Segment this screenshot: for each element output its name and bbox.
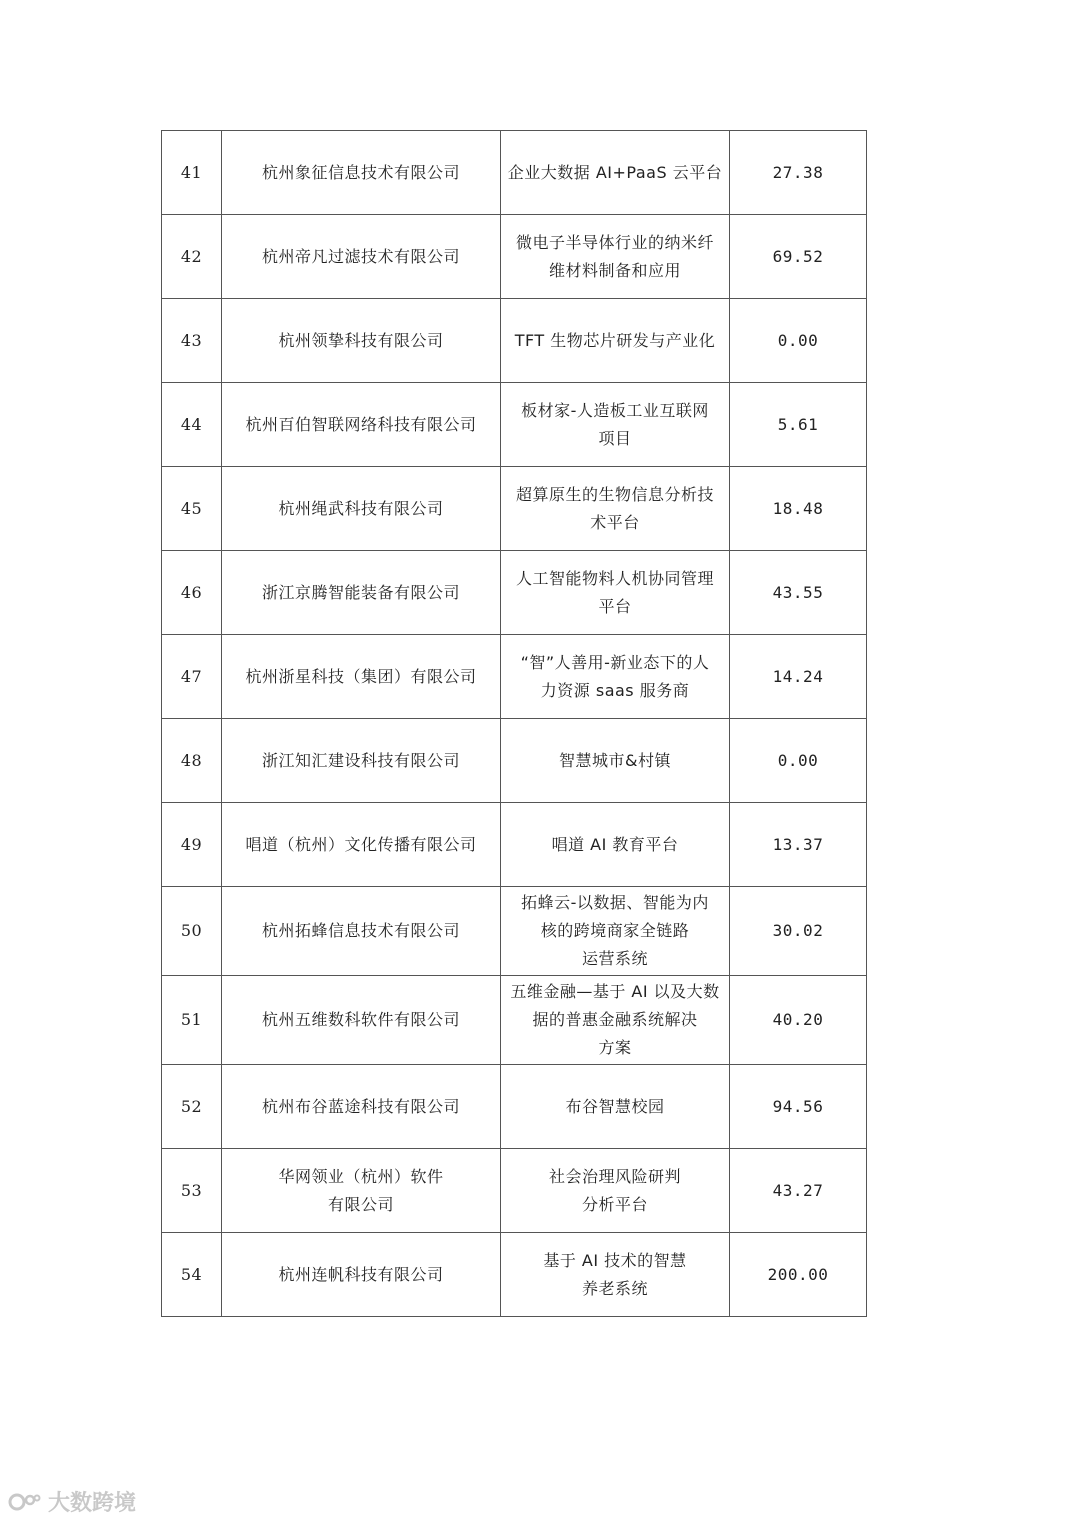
- project-name-line: 板材家-人造板工业互联网: [521, 400, 709, 420]
- table-row: [162, 299, 867, 383]
- project-name-line: 企业大数据 AI+PaaS 云平台: [507, 162, 723, 182]
- company-name: [222, 467, 501, 551]
- project-name: [501, 803, 730, 887]
- table-row: [162, 803, 867, 887]
- project-name-line: 分析平台: [581, 1194, 648, 1214]
- project-name: [501, 635, 730, 719]
- project-name: [501, 719, 730, 803]
- project-name: [501, 299, 730, 383]
- row-number: 54: [162, 1233, 222, 1317]
- company-name-line: 唱道（杭州）文化传播有限公司: [245, 834, 477, 854]
- amount-value: 43.55: [730, 551, 867, 635]
- amount-value: 18.48: [730, 467, 867, 551]
- amount-value: 69.52: [730, 215, 867, 299]
- table-body: [162, 131, 867, 1317]
- project-name-line: 超算原生的生物信息分析技: [515, 484, 714, 504]
- row-number: 52: [162, 1065, 222, 1149]
- table-row: [162, 635, 867, 719]
- row-number: 50: [162, 887, 222, 976]
- table-row: [162, 1149, 867, 1233]
- table-row: [162, 719, 867, 803]
- project-name: [501, 131, 730, 215]
- project-name-line: 五维金融—基于 AI 以及大数: [510, 982, 720, 1001]
- row-number: 43: [162, 299, 222, 383]
- amount-value: 13.37: [730, 803, 867, 887]
- row-number: 53: [162, 1149, 222, 1233]
- project-name-line: 唱道 AI 教育平台: [551, 834, 679, 854]
- company-name-line: 杭州象征信息技术有限公司: [261, 162, 460, 182]
- amount-value: 27.38: [730, 131, 867, 215]
- table-row: [162, 1065, 867, 1149]
- table-row: [162, 383, 867, 467]
- row-number: 44: [162, 383, 222, 467]
- project-name: [501, 976, 730, 1065]
- company-name: [222, 803, 501, 887]
- row-number: 48: [162, 719, 222, 803]
- project-name-line: 社会治理风险研判: [548, 1166, 681, 1186]
- project-name-line: 人工智能物料人机协同管理: [515, 568, 714, 588]
- project-name: [501, 215, 730, 299]
- company-name: [222, 1149, 501, 1233]
- project-name-line: 布谷智慧校园: [565, 1096, 665, 1116]
- project-name-line: 术平台: [590, 512, 640, 532]
- company-name-line: 杭州领挚科技有限公司: [278, 330, 444, 350]
- company-name: [222, 1065, 501, 1149]
- project-name-line: 基于 AI 技术的智慧: [543, 1250, 687, 1270]
- project-name-line: 智慧城市&村镇: [559, 750, 671, 770]
- amount-value: 30.02: [730, 887, 867, 976]
- project-name-line: 方案: [598, 1038, 632, 1057]
- company-name-line: 杭州布谷蓝途科技有限公司: [261, 1096, 460, 1116]
- company-name: [222, 383, 501, 467]
- table-row: [162, 976, 867, 1065]
- table-row: [162, 131, 867, 215]
- amount-value: 0.00: [730, 299, 867, 383]
- company-name: [222, 131, 501, 215]
- company-name-line: 有限公司: [327, 1194, 394, 1214]
- row-number: 41: [162, 131, 222, 215]
- watermark-logo-icon: [8, 1489, 42, 1515]
- project-name-line: “智”人善用-新业态下的人: [520, 652, 710, 672]
- project-name: [501, 887, 730, 976]
- amount-value: 43.27: [730, 1149, 867, 1233]
- table-row: [162, 1233, 867, 1317]
- company-name-line: 杭州百伯智联网络科技有限公司: [245, 414, 477, 434]
- table-row: [162, 467, 867, 551]
- company-name: [222, 719, 501, 803]
- project-name-line: 维材料制备和应用: [548, 260, 681, 280]
- project-name-line: 据的普惠金融系统解决: [532, 1010, 698, 1029]
- project-name-line: 力资源 saas 服务商: [540, 680, 690, 700]
- row-number: 45: [162, 467, 222, 551]
- project-name: [501, 383, 730, 467]
- amount-value: 40.20: [730, 976, 867, 1065]
- company-project-table: [161, 130, 867, 1317]
- company-name-line: 杭州浙星科技（集团）有限公司: [245, 666, 477, 686]
- project-name: [501, 1065, 730, 1149]
- table-row: [162, 215, 867, 299]
- company-name-line: 杭州帝凡过滤技术有限公司: [261, 246, 460, 266]
- project-name-line: 养老系统: [581, 1278, 648, 1298]
- row-number: 51: [162, 976, 222, 1065]
- amount-value: 200.00: [730, 1233, 867, 1317]
- company-name-line: 浙江京腾智能装备有限公司: [261, 582, 460, 602]
- project-name: [501, 1149, 730, 1233]
- project-name-line: 微电子半导体行业的纳米纤: [515, 232, 714, 252]
- amount-value: 0.00: [730, 719, 867, 803]
- amount-value: 94.56: [730, 1065, 867, 1149]
- company-name-line: 杭州拓蜂信息技术有限公司: [261, 921, 460, 940]
- amount-value: 14.24: [730, 635, 867, 719]
- row-number: 47: [162, 635, 222, 719]
- project-name-line: 运营系统: [581, 949, 648, 968]
- table-row: [162, 887, 867, 976]
- company-name: [222, 299, 501, 383]
- company-name: [222, 635, 501, 719]
- company-name-line: 华网领业（杭州）软件: [278, 1166, 444, 1186]
- row-number: 46: [162, 551, 222, 635]
- project-name-line: 平台: [598, 596, 632, 616]
- row-number: 49: [162, 803, 222, 887]
- company-name: [222, 1233, 501, 1317]
- watermark-text: 大数跨境: [48, 1491, 137, 1516]
- project-name-line: 项目: [598, 428, 632, 448]
- company-name: [222, 976, 501, 1065]
- project-name-line: 拓蜂云-以数据、智能为内: [521, 893, 709, 912]
- table-row: [162, 551, 867, 635]
- project-name-line: TFT 生物芯片研发与产业化: [514, 330, 716, 350]
- company-name: [222, 551, 501, 635]
- row-number: 42: [162, 215, 222, 299]
- project-name: [501, 467, 730, 551]
- company-name-line: 杭州绳武科技有限公司: [278, 498, 444, 518]
- project-name: [501, 1233, 730, 1317]
- company-name-line: 浙江知汇建设科技有限公司: [261, 750, 460, 770]
- amount-value: 5.61: [730, 383, 867, 467]
- watermark: [8, 1486, 136, 1517]
- company-name-line: 杭州五维数科软件有限公司: [261, 1010, 460, 1029]
- company-name-line: 杭州连帆科技有限公司: [278, 1264, 444, 1284]
- project-name: [501, 551, 730, 635]
- project-name-line: 核的跨境商家全链路: [540, 921, 690, 940]
- company-name: [222, 215, 501, 299]
- company-name: [222, 887, 501, 976]
